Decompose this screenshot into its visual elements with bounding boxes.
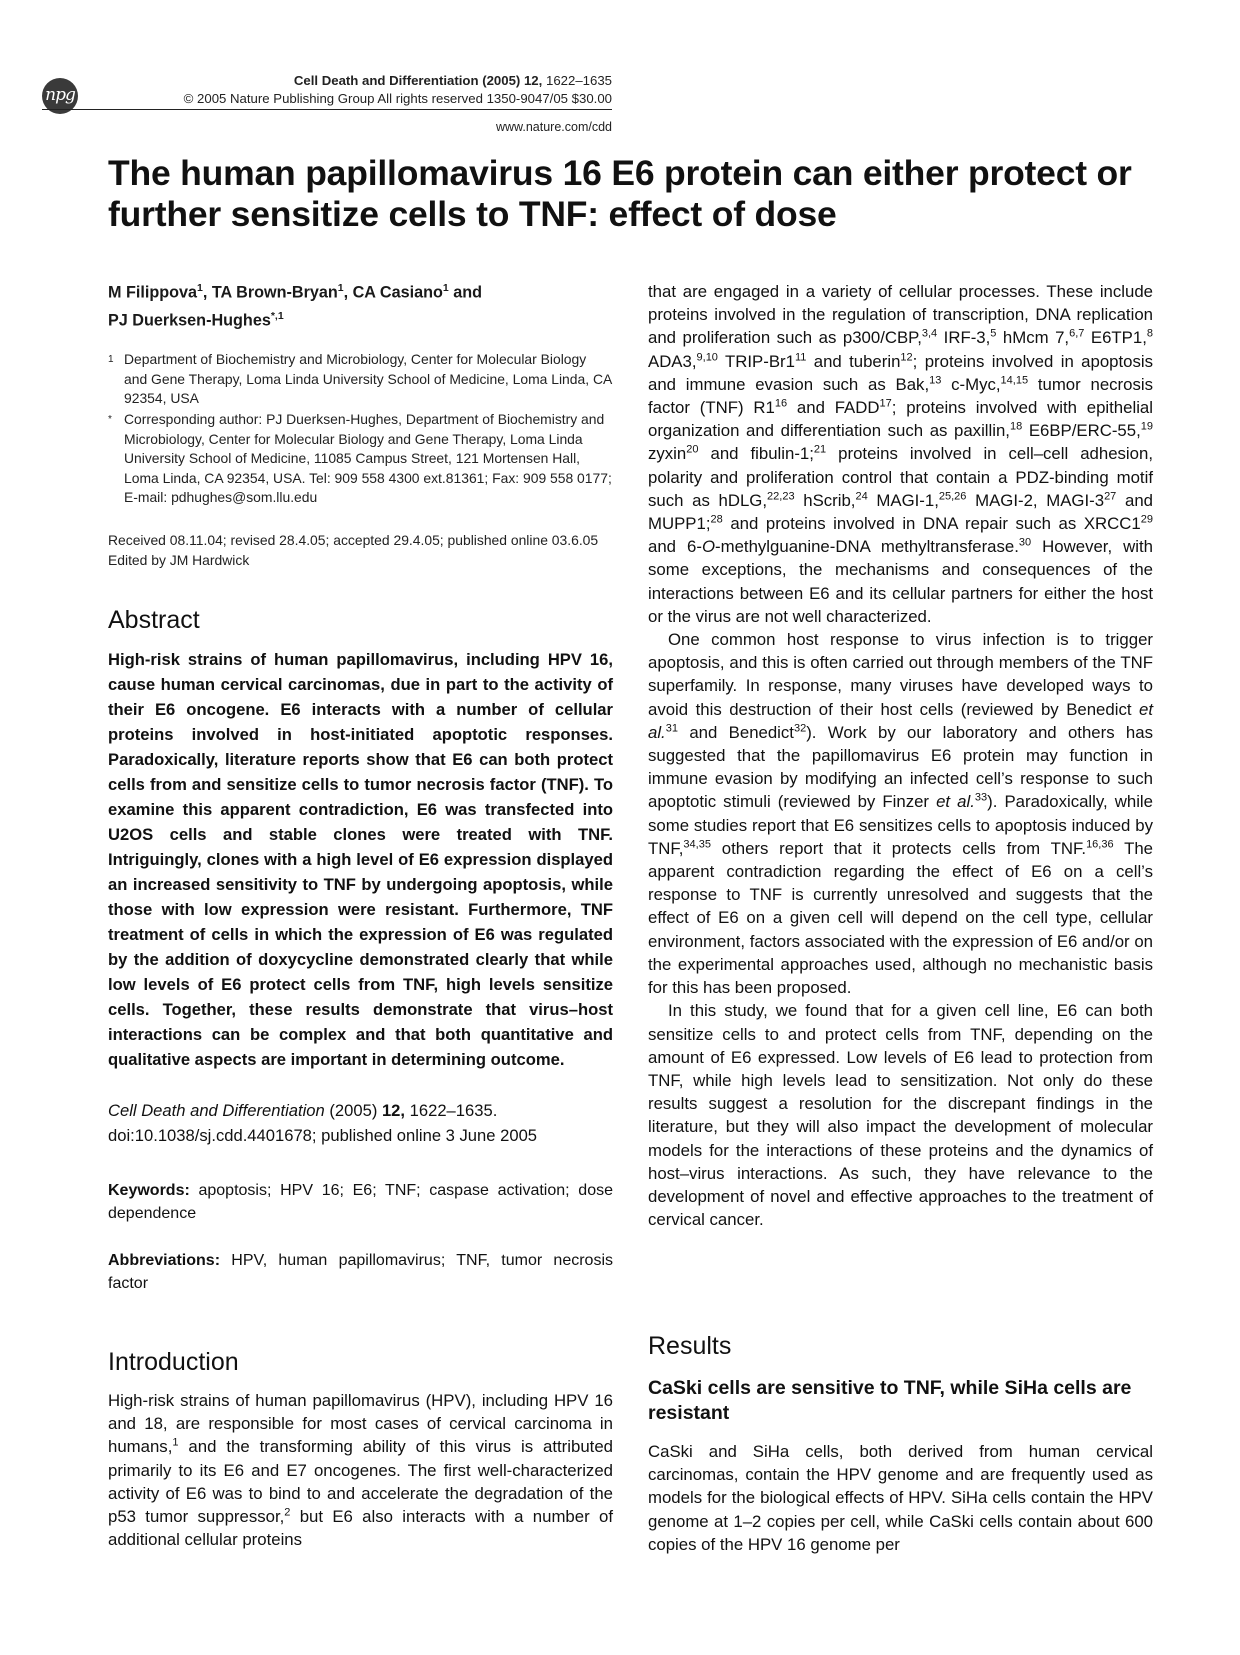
citation-ref[interactable]: 8 xyxy=(1146,327,1153,340)
results-heading: Results xyxy=(648,1332,732,1360)
citation-ref[interactable]: 2 xyxy=(284,1506,291,1519)
citation-ref[interactable]: 17 xyxy=(879,397,892,410)
keywords-text: apoptosis; HPV 16; E6; TNF; caspase activation; dose dependence xyxy=(108,1182,613,1222)
abbreviations-label: Abbreviations: xyxy=(108,1252,221,1269)
citation-ref[interactable]: 13 xyxy=(929,374,942,387)
abbreviations xyxy=(108,1250,613,1295)
journal-line xyxy=(130,73,612,88)
affiliation xyxy=(108,350,613,409)
author-affil-mark: 1 xyxy=(197,282,203,294)
affiliation-marker: * xyxy=(108,414,112,425)
citation-doi[interactable]: doi:10.1038/sj.cdd.4401678; published online 3 June 2005 xyxy=(108,1126,538,1145)
article-title: The human papillomavirus 16 E6 protein can either protect or further sensitize cells to TNF: effect of dose xyxy=(108,153,1132,234)
author-affil-mark: 1 xyxy=(337,282,344,294)
journal-url[interactable]: www.nature.com/cdd xyxy=(495,120,612,134)
citation-ref[interactable]: 14,15 xyxy=(1000,374,1029,387)
journal-name: Cell Death and Differentiation xyxy=(293,73,479,88)
paragraph: One common host response to virus infection is to trigger apoptosis, and this is often carried out through members of the TNF superfamily. In response, many viruses have developed ways to avoid this destruction of their host cells (reviewed by Benedict et al.$^{31}$ and Benedict$^{32}$). Work by our laboratory and others has suggested that the papillomavirus E6 protein may function in immune evasion by modifying an infected cell’s response to such apoptotic stimuli (reviewed by Finzer et al.$^{33}$). Paradoxically, while some studies report that E6 sensitizes cells to apoptosis induced by TNF,$^{34,35}$ others report that it protects cells from TNF.$^{16,36}$ The apparent contradiction regarding the effect of E6 on a cell’s response to TNF is currently unresolved and suggests that the effect of E6 on a given cell will depend on the cell type, cellular environment, factors associated with the expression of E6 and/or on the experimental approaches used, although no mechanistic basis for this has been proposed. xyxy=(648,630,1153,998)
citation-ref[interactable]: 29 xyxy=(1140,513,1153,526)
abstract-heading: Abstract xyxy=(108,606,200,634)
citation-ref[interactable]: 9,10 xyxy=(696,351,718,364)
citation-ref[interactable]: 12 xyxy=(900,351,913,364)
corresponding-author xyxy=(108,410,613,508)
citation-ref[interactable]: 3,4 xyxy=(921,327,938,340)
citation-ref[interactable]: 20 xyxy=(686,443,699,456)
citation-ref[interactable]: 1 xyxy=(172,1436,179,1449)
citation xyxy=(108,1098,613,1148)
citation-ref[interactable]: 19 xyxy=(1140,420,1153,433)
citation-ref[interactable]: 34,35 xyxy=(683,838,711,851)
citation-ref[interactable]: 21 xyxy=(813,443,827,456)
citation-ref[interactable]: 28 xyxy=(710,513,723,526)
paragraph: CaSki and SiHa cells, both derived from human cervical carcinomas, contain the HPV genome and are frequently used as models for the biological effects of HPV. SiHa cells contain the HPV genome at 1–2 copies per cell, while CaSki cells contain about 600 copies of the HPV 16 genome per xyxy=(648,1442,1153,1554)
citation-ref[interactable]: 33 xyxy=(974,791,988,804)
corresponding-author-text: Corresponding author: PJ Duerksen-Hughes, Department of Biochemistry and Microbiology, Center for Molecular Biology and Gene Therapy, Loma Linda University School of Medicine, 11085 Campus Street, 121 Mortensen Hall, Loma Linda, CA 92354, USA. Tel: 909 558 4300 ext.81361; Fax: 909 558 0177; E-mail: pdhughes@som.llu.edu xyxy=(124,411,612,505)
author: M Filippova xyxy=(108,283,198,302)
citation-pages: 1622–1635. xyxy=(405,1101,498,1120)
citation-ref[interactable]: 22,23 xyxy=(767,490,795,503)
author-list xyxy=(108,276,613,333)
citation-ref[interactable]: 30 xyxy=(1018,536,1032,549)
results-text xyxy=(648,1440,1153,1556)
affiliation-text: Department of Biochemistry and Microbiology, Center for Molecular Biology and Gene Therapy, Loma Linda University School of Medicine, Loma Linda, CA 92354, USA xyxy=(124,351,612,406)
edited-by: Edited by JM Hardwick xyxy=(108,552,250,568)
keywords-label: Keywords: xyxy=(108,1182,190,1199)
paragraph: In this study, we found that for a given cell line, E6 can both sensitize cells to and protect cells from TNF, depending on the amount of E6 expressed. Low levels of E6 lead to protection from TNF, while high levels lead to sensitization. Not only do these results suggest a resolution for the discrepant findings in the literature, but they will also impact the development of molecular models for the interactions of these proteins and the dynamics of host–virus interactions. As such, they have relevance to the development of novel and effective approaches to the treatment of cervical cancer. xyxy=(648,1001,1153,1230)
author-affil-mark: *,1 xyxy=(270,310,284,323)
right-column-text xyxy=(648,280,1153,1231)
citation-ref[interactable]: 11 xyxy=(794,351,807,364)
citation-ref[interactable]: 18 xyxy=(1009,420,1023,433)
abstract-text: High-risk strains of human papillomavirus, including HPV 16, cause human cervical carcinomas, due in part to the activity of their E6 oncogene. E6 interacts with a number of cellular proteins involved in host-initiated apoptotic responses. Paradoxically, literature reports show that E6 can both protect cells from and sensitize cells to tumor necrosis factor (TNF). To examine this apparent contradiction, E6 was transfected into U2OS cells and stable clones were treated with TNF. Intriguingly, clones with a high level of E6 expression displayed an increased sensitivity to TNF by undergoing apoptosis, while those with low expression were resistant. Furthermore, TNF treatment of cells in which the expression of E6 was regulated by the addition of doxycycline demonstrated clearly that while low levels of E6 protect cells from TNF, high levels sensitize cells. Together, these results demonstrate that virus–host interactions can be complex and that both quantitative and qualitative aspects are important in determining outcome. xyxy=(108,650,613,1069)
citation-ref[interactable]: 16 xyxy=(774,397,788,410)
citation-ref[interactable]: 27 xyxy=(1104,490,1117,503)
paragraph: that are engaged in a variety of cellular processes. These include proteins involved in the regulation of transcription, DNA replication and proliferation such as p300/CBP,$^{3,4}$ IRF-3,$^5$ hMcm 7,$^{6,7}$ E6TP1,$^8$ ADA3,$^{9,10}$ TRIP-$Br1^{11}$ and tuberin$^{12}$; proteins involved in apoptosis and immune evasion such as Bak,$^{13}$ c-Myc,$^{14,15}$ tumor necrosis factor (TNF) $R1^{16}$ and FADD$^{17}$; proteins involved with epithelial organization and differentiation such as paxillin,$^{18}$ E6BP/ERC-55,19 zyxin$^{20}$ and fibulin-1;$^{21}$ proteins involved in cell–cell adhesion, polarity and proliferation control that contain a PDZ-binding motif such as hDLG,$^{22,23}$ hScrib,$^{24}$ MAGI-1,$^{25,26}$ MAGI-2, MAGI-$3^{27}$ and MUPP1;$^{28}$ and proteins involved in DNA repair such as $XRCC1^{29}$ and 6-O-methylguanine-DNA methyltransferase.$^{30}$ However, with some exceptions, the mechanisms and consequences of the interactions between E6 and its cellular partners for either the host or the virus are not well characterized. xyxy=(648,282,1153,626)
keywords xyxy=(108,1180,613,1225)
author: , TA Brown-Bryan xyxy=(202,283,338,302)
citation-ref[interactable]: 32 xyxy=(793,722,807,735)
citation-ref[interactable]: 6,7 xyxy=(1069,327,1085,340)
citation-ref[interactable]: 16,36 xyxy=(1086,838,1114,851)
header-rule xyxy=(42,109,612,110)
abbreviations-text: HPV, human papillomavirus; TNF, tumor necrosis factor xyxy=(108,1252,613,1292)
author: PJ Duerksen-Hughes xyxy=(108,311,271,330)
author-conjunction: and xyxy=(448,283,482,302)
citation-volume: 12, xyxy=(381,1101,406,1120)
author: , CA Casiano xyxy=(343,283,443,302)
introduction-heading: Introduction xyxy=(108,1348,239,1376)
citation-ref[interactable]: 31 xyxy=(665,722,678,735)
author-affil-mark: 1 xyxy=(442,282,449,294)
citation-ref[interactable]: 24 xyxy=(855,490,868,503)
citation-ref[interactable]: 5 xyxy=(990,327,997,340)
results-subheading: CaSki cells are sensitive to TNF, while SiHa cells are resistant xyxy=(648,1377,1132,1424)
received-dates: Received 08.11.04; revised 28.4.05; accepted 29.4.05; published online 03.6.05 xyxy=(108,532,599,548)
paragraph: High-risk strains of human papillomavirus (HPV), including HPV 16 and 18, are responsible for most cases of cervical carcinoma in humans,$^1$ and the transforming ability of this virus is attributed primarily to its E6 and E7 oncogenes. The first well-characterized activity of E6 was to bind to and accelerate the degradation of the p53 tumor suppressor,$^2$ but E6 also interacts with a number of additional cellular proteins xyxy=(108,1391,613,1550)
introduction-text xyxy=(108,1389,613,1551)
citation-year: (2005) xyxy=(324,1101,382,1120)
affiliation-marker: 1 xyxy=(108,354,114,365)
journal-volume: (2005) 12, xyxy=(482,73,543,88)
citation-journal: Cell Death and Differentiation xyxy=(108,1101,325,1120)
npg-logo-icon: npg xyxy=(42,78,78,114)
copyright-line: © 2005 Nature Publishing Group All rights reserved 1350-9047/05 $30.00 xyxy=(183,91,612,106)
journal-pages: 1622–1635 xyxy=(545,73,612,88)
citation-ref[interactable]: 25,26 xyxy=(938,490,967,503)
